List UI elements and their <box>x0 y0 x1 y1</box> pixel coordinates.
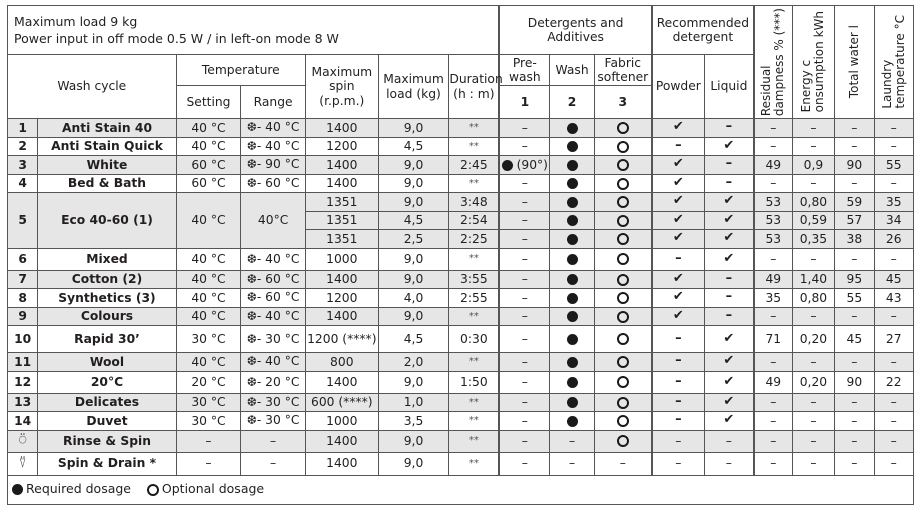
optional-dosage-label: Optional dosage <box>161 481 265 497</box>
table-row: 3 White 60 °C ❆- 90 °C 1400 9,0 2:45 (90°) ✔ – 49 0,9 90 55 <box>8 156 914 175</box>
table-row: 7 Cotton (2) 40 °C ❆- 60 °C 1400 9,0 3:55 – ✔ – 49 1,40 95 45 <box>8 270 914 289</box>
cycle-name: Delicates <box>38 393 176 412</box>
snowflake-icon: ❆ <box>246 271 257 286</box>
table-row: 11 Wool 40 °C ❆- 40 °C 800 2,0 ** – – ✔ – – – – <box>8 353 914 372</box>
cycle-name: Rapid 30’ <box>38 326 176 353</box>
required-dosage-icon <box>567 311 578 322</box>
table-row: 5 Eco 40-60 (1) 40 °C 40°C 1351 9,0 3:48 – ✔ ✔ 53 0,80 59 35 <box>8 193 914 212</box>
optional-dosage-icon <box>617 397 629 409</box>
optional-dosage-icon <box>617 435 629 447</box>
table-row: 8 Synthetics (3) 40 °C ❆- 60 °C 1200 4,0 2:55 – ✔ – 35 0,80 55 43 <box>8 289 914 308</box>
table-row: 2 Anti Stain Quick 40 °C ❆- 40 °C 1200 4,5 ** – – ✔ – – – – <box>8 137 914 156</box>
cycle-name: Mixed <box>38 248 176 270</box>
cycle-name: Duvet <box>38 412 176 431</box>
optional-dosage-icon <box>617 159 629 171</box>
wash-cycle-table-container <box>7 5 914 505</box>
compartment-1-header: 1 <box>499 86 550 119</box>
cycle-name: Wool <box>38 353 176 372</box>
rinse-spin-icon: ⍥ <box>18 433 27 449</box>
cycle-name: 20°C <box>38 371 176 393</box>
snowflake-icon: ❆ <box>246 331 257 346</box>
snowflake-icon: ❆ <box>246 157 257 172</box>
required-dosage-icon <box>567 293 578 304</box>
optional-dosage-icon <box>617 356 629 368</box>
required-dosage-icon <box>567 197 578 208</box>
cycle-name: Synthetics (3) <box>38 289 176 308</box>
wash-cycle-header: Wash cycle <box>8 55 177 119</box>
compartment-2-header: 2 <box>550 86 594 119</box>
cycle-name: Eco 40-60 (1) <box>38 193 176 249</box>
snowflake-icon: ❆ <box>246 308 257 323</box>
cycle-name: Bed & Bath <box>38 174 176 193</box>
range-header: Range <box>241 86 306 119</box>
required-dosage-icon <box>567 397 578 408</box>
cycle-name: Anti Stain Quick <box>38 137 176 156</box>
wash-header: Wash <box>550 55 594 86</box>
snowflake-icon: ❆ <box>246 394 257 409</box>
snowflake-icon: ❆ <box>246 138 257 153</box>
optional-dosage-icon <box>617 253 629 265</box>
table-row: 14 Duvet 30 °C ❆- 30 °C 1000 3,5 ** – – ✔ – – – – <box>8 412 914 431</box>
optional-dosage-icon <box>147 484 159 496</box>
required-dosage-icon <box>567 357 578 368</box>
required-dosage-icon <box>567 274 578 285</box>
liquid-header: Liquid <box>704 55 753 119</box>
wash-cycle-table <box>7 5 914 505</box>
duration-header: Duration (h : m) <box>449 55 500 119</box>
required-dosage-icon <box>567 254 578 265</box>
optional-dosage-icon <box>617 292 629 304</box>
optional-dosage-icon <box>617 376 629 388</box>
snowflake-icon: ❆ <box>246 354 257 369</box>
cycle-name: White <box>38 156 176 175</box>
table-row: 12 20°C 20 °C ❆- 20 °C 1400 9,0 1:50 – – ✔ 49 0,20 90 22 <box>8 371 914 393</box>
snowflake-icon: ❆ <box>246 175 257 190</box>
table-row: 9 Colours 40 °C ❆- 40 °C 1400 9,0 ** – ✔ – – – – – <box>8 307 914 326</box>
required-dosage-label: Required dosage <box>26 481 131 497</box>
optional-dosage-icon <box>617 122 629 134</box>
max-load-info: Maximum load 9 kg <box>14 13 138 29</box>
optional-dosage-icon <box>617 141 629 153</box>
laundry-temperature-header: Laundry temperature °C <box>874 6 913 119</box>
required-dosage-icon <box>502 160 513 171</box>
recommended-detergent-header: Recommended detergent <box>652 6 754 55</box>
setting-header: Setting <box>176 86 241 119</box>
max-spin-header: Maximum spin (r.p.m.) <box>305 55 378 119</box>
powder-header: Powder <box>652 55 705 119</box>
compartment-3-header: 3 <box>594 86 652 119</box>
table-row: 1 Anti Stain 40 40 °C ❆- 40 °C 1400 9,0 ** – ✔ – – – – – <box>8 119 914 138</box>
optional-dosage-icon <box>617 215 629 227</box>
required-dosage-icon <box>567 123 578 134</box>
optional-dosage-icon <box>617 311 629 323</box>
required-dosage-icon <box>567 234 578 245</box>
optional-dosage-icon <box>617 196 629 208</box>
snowflake-icon: ❆ <box>246 120 257 135</box>
softener-header: Fabric softener <box>594 55 652 86</box>
required-dosage-icon <box>567 377 578 388</box>
optional-dosage-icon <box>617 333 629 345</box>
snowflake-icon: ❆ <box>246 251 257 266</box>
table-row: ⍥ Rinse & Spin – – 1400 9,0 ** – – – – – – – – <box>8 430 914 452</box>
cycle-name: Colours <box>38 307 176 326</box>
temperature-header: Temperature <box>176 55 305 86</box>
snowflake-icon: ❆ <box>246 290 257 305</box>
required-dosage-icon <box>12 484 23 495</box>
appliance-info <box>8 6 500 55</box>
table-row: 10 Rapid 30’ 30 °C ❆- 30 °C 1200 (****) 4,5 0:30 – – ✔ 71 0,20 45 27 <box>8 326 914 353</box>
table-row: 6 Mixed 40 °C ❆- 40 °C 1000 9,0 ** – – ✔ – – – – <box>8 248 914 270</box>
prewash-header: Pre- wash <box>499 55 550 86</box>
optional-dosage-icon <box>617 178 629 190</box>
required-dosage-icon <box>567 178 578 189</box>
total-water-header: Total water l <box>835 6 874 119</box>
optional-dosage-icon <box>617 415 629 427</box>
dosage-legend <box>8 475 914 504</box>
optional-dosage-icon <box>617 233 629 245</box>
required-dosage-icon <box>567 160 578 171</box>
optional-dosage-icon <box>617 274 629 286</box>
detergents-header: Detergents and Additives <box>499 6 652 55</box>
table-row: 1351 4,5 2:54 – ✔ ✔ 53 0,59 57 34 <box>8 211 914 230</box>
table-row: 1351 2,5 2:25 – ✔ ✔ 53 0,35 38 26 <box>8 230 914 249</box>
snowflake-icon: ❆ <box>246 374 257 389</box>
snowflake-icon: ❆ <box>246 413 257 428</box>
required-dosage-icon <box>567 141 578 152</box>
required-dosage-icon <box>567 334 578 345</box>
required-dosage-icon <box>567 215 578 226</box>
max-load-header: Maximum load (kg) <box>378 55 449 119</box>
cycle-name: Anti Stain 40 <box>38 119 176 138</box>
table-row: 13 Delicates 30 °C ❆- 30 °C 600 (****) 1,0 ** – – ✔ – – – – <box>8 393 914 412</box>
table-row: ⍢ Spin & Drain * – – 1400 9,0 ** – – – – – – – – – <box>8 452 914 475</box>
energy-consumption-header: Energy c onsumption kWh <box>792 6 834 119</box>
spin-drain-icon: ⍢ <box>18 455 27 471</box>
cycle-name: Rinse & Spin <box>38 430 176 452</box>
cycle-name: Cotton (2) <box>38 270 176 289</box>
power-input-info: Power input in off mode 0.5 W / in left-on mode 8 W <box>14 31 339 46</box>
required-dosage-icon <box>567 416 578 427</box>
cycle-name: Spin & Drain * <box>38 452 176 475</box>
residual-dampness-header: Residual dampness % (***) <box>754 6 792 119</box>
table-row: 4 Bed & Bath 60 °C ❆- 60 °C 1400 9,0 ** – ✔ – – – – – <box>8 174 914 193</box>
